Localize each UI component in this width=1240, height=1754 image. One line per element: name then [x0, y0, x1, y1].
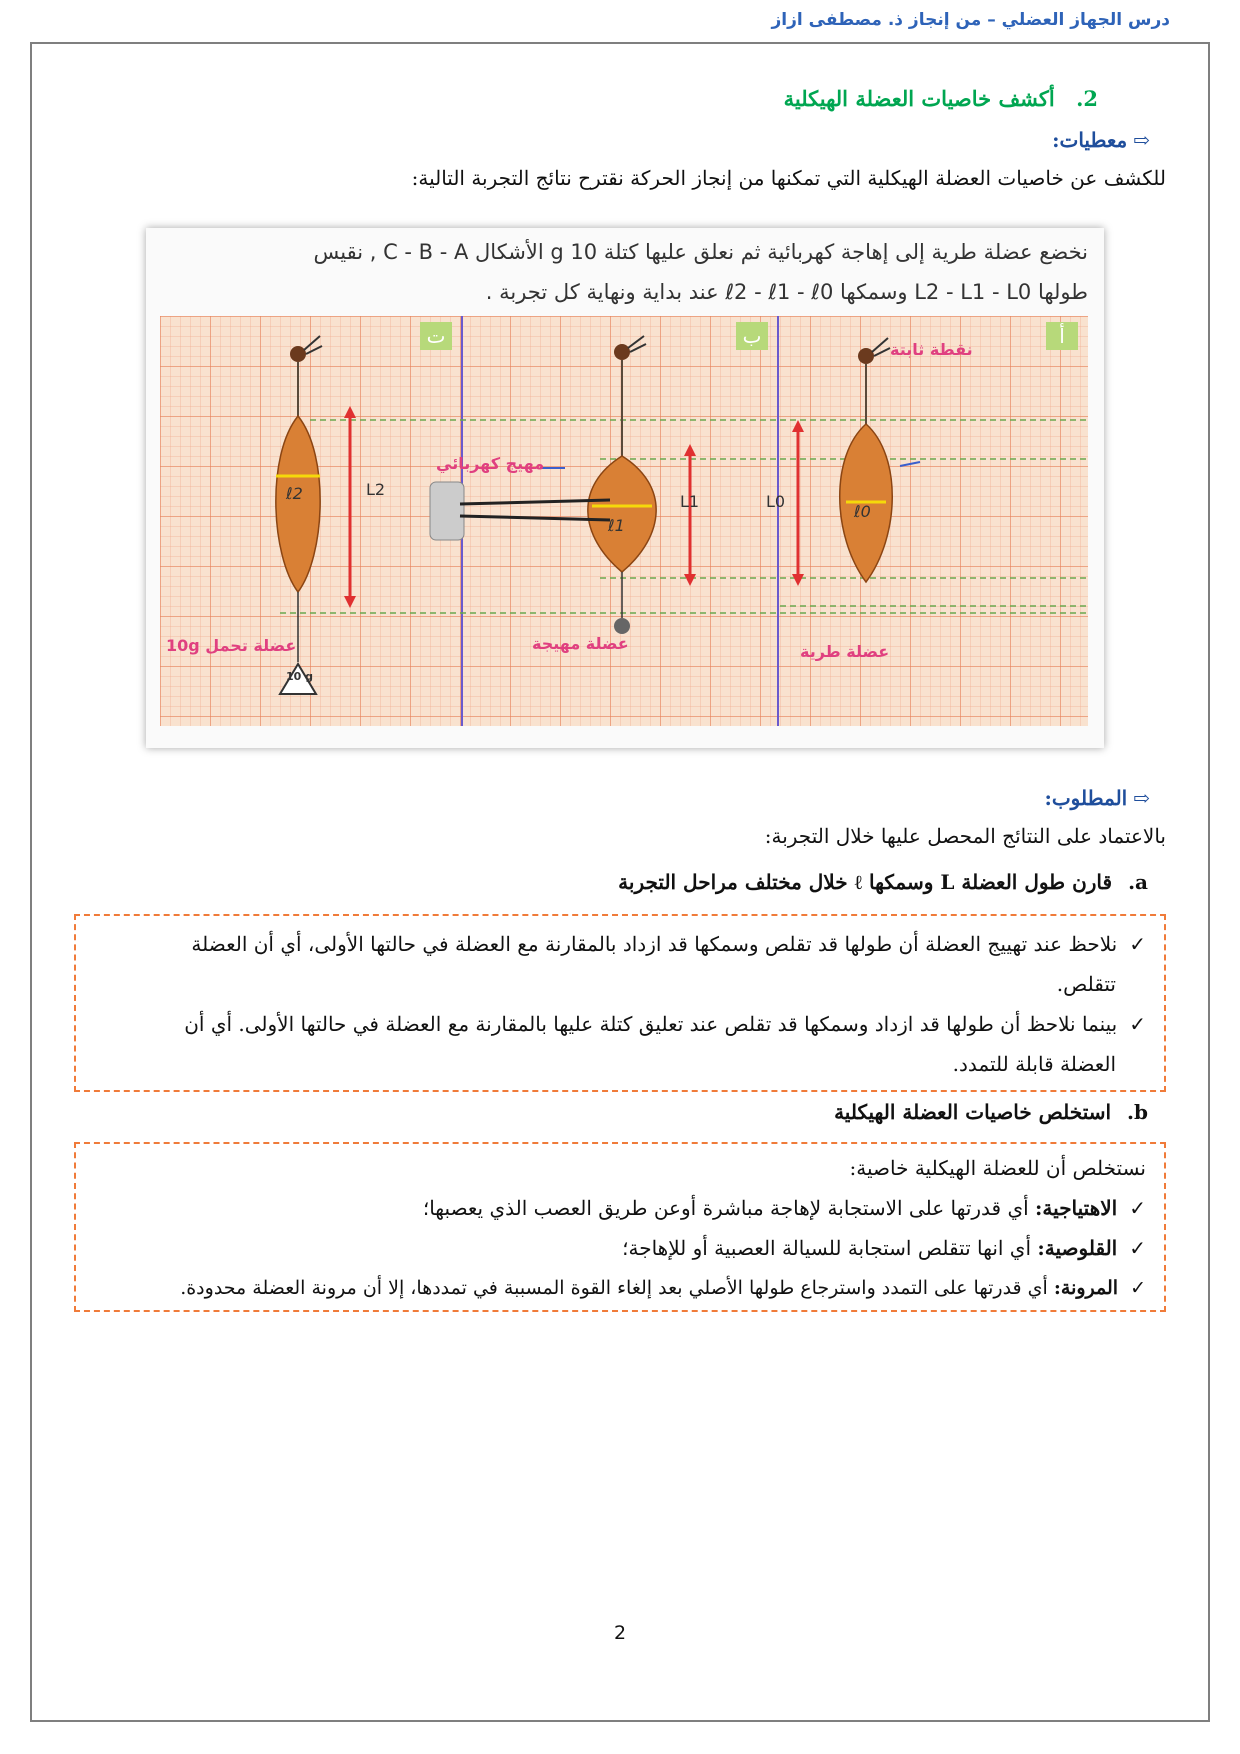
- weight-label: 10 g: [286, 670, 314, 683]
- check-icon: ✓: [1129, 1196, 1146, 1220]
- arrow-right-icon: ⇨: [1133, 128, 1150, 152]
- caption-fresh-muscle: عضلة طرية: [800, 642, 890, 661]
- figure-caption-line1: نخضع عضلة طرية إلى إهاجة كهربائية ثم نعلق عليها كتلة 10 g الأشكال C - B - A , نقيس: [313, 240, 1088, 264]
- page-number: 2: [613, 1622, 627, 1644]
- section-title: [784, 86, 1098, 111]
- question-b-text: استخلص خاصيات العضلة الهيكلية: [834, 1100, 1112, 1124]
- check-icon: ✓: [1129, 1012, 1146, 1036]
- question-a-letter: a.: [1128, 870, 1148, 894]
- required-intro: بالاعتماد على النتائج المحصل عليها خلال التجربة:: [764, 824, 1166, 848]
- question-b-letter: b.: [1127, 1100, 1148, 1124]
- answer-a-item-2-line2: العضلة قابلة للتمدد.: [952, 1052, 1116, 1076]
- graph-paper-background: [160, 316, 1088, 726]
- answer-a-item-1-line2: تتقلص.: [1056, 972, 1116, 996]
- answer-a-item: [94, 924, 1146, 964]
- length-label-b: L1: [680, 492, 700, 511]
- panel-a-letter: أ: [1046, 322, 1078, 350]
- question-a: [618, 870, 1148, 895]
- stimulator-label: مهيج كهربائي: [436, 454, 545, 473]
- property-term: المرونة:: [1053, 1277, 1119, 1299]
- property-desc: أي قدرتها على الاستجابة لإهاجة مباشرة أوعن طريق العصب الذي يعصبها؛: [422, 1196, 1029, 1220]
- figure-caption-line2: طولها L2 - L1 - L0 وسمكها ℓ2 - ℓ1 - ℓ0 عند بداية ونهاية كل تجربة .: [485, 280, 1088, 304]
- fixed-point-label: نقطة ثابتة: [890, 340, 973, 359]
- question-b: [834, 1100, 1148, 1124]
- experiment-figure: [146, 228, 1104, 748]
- answer-b-box: [74, 1142, 1166, 1312]
- thickness-label-c: ℓ2: [286, 484, 303, 503]
- answer-a-item: [94, 1004, 1146, 1044]
- thickness-label-a: ℓ0: [854, 502, 871, 521]
- question-a-text: قارن طول العضلة L وسمكها ℓ خلال مختلف مراحل التجربة: [618, 870, 1113, 894]
- check-icon: ✓: [1129, 1236, 1146, 1260]
- fresh-muscle: [792, 338, 920, 586]
- panel-b-letter: ب: [736, 322, 768, 350]
- answer-b-intro: نستخلص أن للعضلة الهيكلية خاصية:: [849, 1156, 1146, 1180]
- caption-loaded-muscle: عضلة تحمل 10g: [166, 636, 297, 655]
- property-desc: أي قدرتها على التمدد واسترجاع طولها الأصلي بعد إلغاء القوة المسببة في تمددها، إلا أن مرونة العضلة محدودة.: [180, 1277, 1048, 1299]
- stimulated-muscle: [430, 336, 696, 634]
- check-icon: ✓: [1130, 1277, 1146, 1299]
- header-title: درس الجهاز العضلي – من إنجاز ذ. مصطفى ازاز: [771, 10, 1170, 30]
- arrow-right-icon: ⇨: [1133, 786, 1150, 810]
- answer-b-item: [94, 1228, 1146, 1268]
- property-term: الاهتياجية:: [1035, 1196, 1118, 1220]
- section-title-text: أكشف خاصيات العضلة الهيكلية: [783, 86, 1055, 111]
- caption-stimulated-muscle: عضلة مهيجة: [532, 634, 629, 653]
- panel-c-letter: ت: [420, 322, 452, 350]
- thickness-label-b: ℓ1: [608, 516, 625, 535]
- givens-heading-text: معطيات:: [1052, 128, 1128, 152]
- property-term: القلوصية:: [1037, 1236, 1118, 1260]
- check-icon: ✓: [1129, 932, 1146, 956]
- givens-heading: [1052, 128, 1150, 152]
- answer-a-item-1-line1: نلاحظ عند تهييج العضلة أن طولها قد تقلص وسمكها قد ازداد بالمقارنة مع العضلة في حالتها الأولى، أي أن العضلة: [191, 932, 1118, 956]
- answer-a-box: [74, 914, 1166, 1092]
- length-label-c: L2: [366, 480, 386, 499]
- answer-b-item: [94, 1188, 1146, 1228]
- givens-intro: للكشف عن خاصيات العضلة الهيكلية التي تمكنها من إنجاز الحركة نقترح نتائج التجربة التالية:: [411, 166, 1166, 190]
- required-heading-text: المطلوب:: [1044, 786, 1128, 810]
- answer-b-item: [94, 1268, 1146, 1308]
- section-number: 2.: [1076, 86, 1098, 111]
- property-desc: أي انها تتقلص استجابة للسيالة العصبية أو للإهاجة؛: [622, 1236, 1032, 1260]
- answer-a-item-2-line1: بينما نلاحظ أن طولها قد ازداد وسمكها قد تقلص عند تعليق كتلة عليها بالمقارنة مع العضلة في حالتها الأولى. أي أن: [184, 1012, 1118, 1036]
- length-label-a: L0: [766, 492, 786, 511]
- required-heading: [1044, 786, 1150, 810]
